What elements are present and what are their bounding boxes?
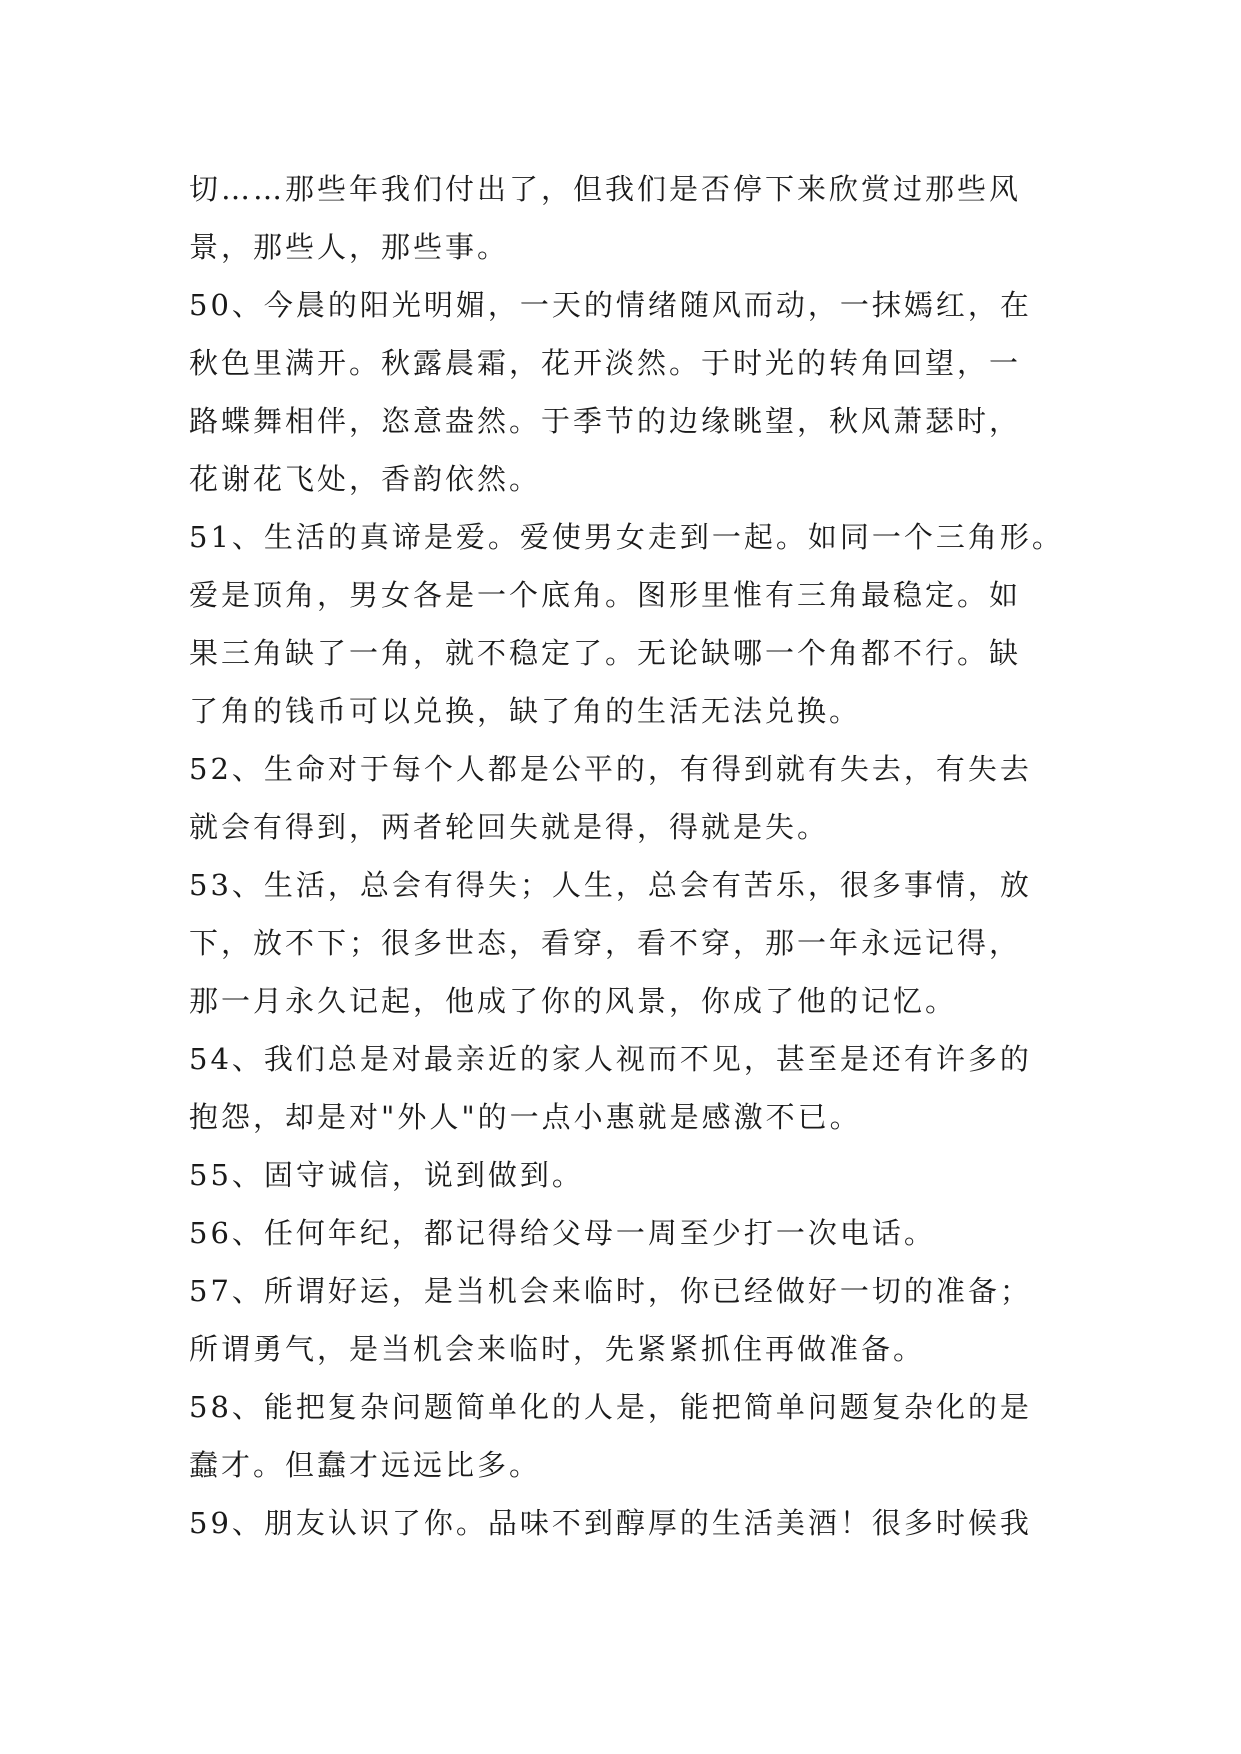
text-line: 57、所谓好运，是当机会来临时，你已经做好一切的准备；	[189, 1274, 1032, 1308]
text-line: 下，放不下；很多世态，看穿，看不穿，那一年永远记得，	[189, 926, 1022, 960]
text-line: 54、我们总是对最亲近的家人视而不见，甚至是还有许多的	[189, 1042, 1032, 1076]
text-line: 58、能把复杂问题简单化的人是，能把简单问题复杂化的是	[189, 1390, 1032, 1424]
text-line: 秋色里满开。秋露晨霜，花开淡然。于时光的转角回望，一	[189, 346, 1022, 380]
text-line: 那一月永久记起，他成了你的风景，你成了他的记忆。	[189, 984, 958, 1018]
text-line: 55、固守诚信，说到做到。	[189, 1158, 584, 1192]
text-line: 59、朋友认识了你。品味不到醇厚的生活美酒！很多时候我	[189, 1506, 1032, 1540]
text-line: 抱怨，却是对"外人"的一点小惠就是感激不已。	[189, 1100, 862, 1134]
text-line: 了角的钱币可以兑换，缺了角的生活无法兑换。	[189, 694, 862, 728]
text-line: 52、生命对于每个人都是公平的，有得到就有失去，有失去	[189, 752, 1032, 786]
document-body	[189, 160, 1069, 1552]
text-line: 所谓勇气，是当机会来临时，先紧紧抓住再做准备。	[189, 1332, 926, 1366]
text-line: 花谢花飞处，香韵依然。	[189, 462, 542, 496]
text-line: 路蝶舞相伴，恣意盎然。于季节的边缘眺望，秋风萧瑟时，	[189, 404, 1022, 438]
text-line: 蠢才。但蠢才远远比多。	[189, 1448, 542, 1482]
text-line: 果三角缺了一角，就不稳定了。无论缺哪一个角都不行。缺	[189, 636, 1022, 670]
text-line: 51、生活的真谛是爱。爱使男女走到一起。如同一个三角形。	[189, 520, 1064, 554]
text-line: 53、生活，总会有得失；人生，总会有苦乐，很多事情，放	[189, 868, 1032, 902]
text-line: 景，那些人，那些事。	[189, 230, 510, 264]
text-line: 56、任何年纪，都记得给父母一周至少打一次电话。	[189, 1216, 936, 1250]
text-line: 就会有得到，两者轮回失就是得，得就是失。	[189, 810, 830, 844]
text-line: 爱是顶角，男女各是一个底角。图形里惟有三角最稳定。如	[189, 578, 1022, 612]
text-line: 切……那些年我们付出了，但我们是否停下来欣赏过那些风	[189, 172, 1022, 206]
text-line: 50、今晨的阳光明媚，一天的情绪随风而动，一抹嫣红，在	[189, 288, 1032, 322]
